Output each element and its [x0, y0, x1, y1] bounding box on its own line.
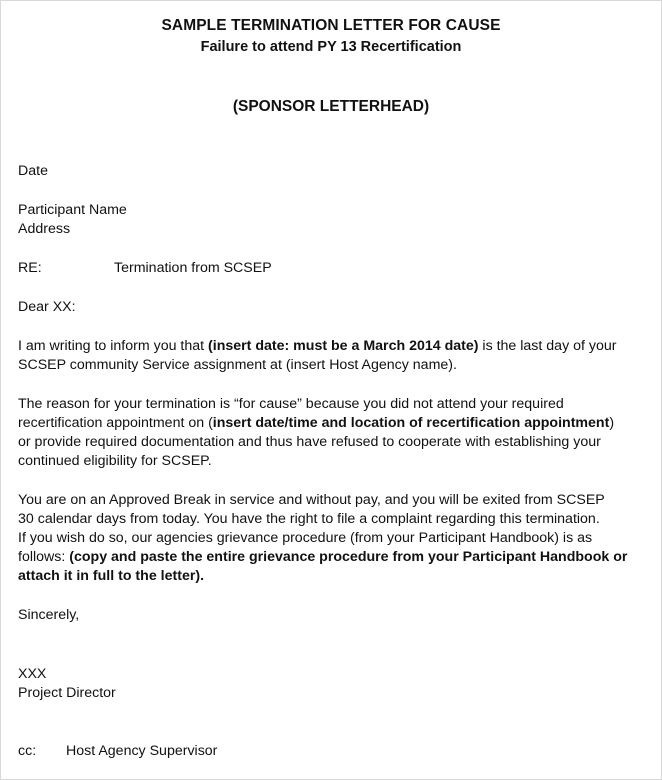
p1-text-c: is the last day of your — [478, 338, 617, 354]
re-value: Termination from SCSEP — [114, 260, 272, 276]
p2-text-c: ) — [609, 415, 615, 431]
letter-subtitle: Failure to attend PY 13 Recertification — [200, 39, 462, 55]
signer-name: XXX — [18, 666, 47, 682]
p2-text-a: recertification appointment on ( — [18, 415, 213, 431]
p3-text-a: follows: — [18, 549, 70, 565]
paragraph-1-line-2: SCSEP community Service assignment at (insert Host Agency name). — [18, 357, 457, 373]
letter-title: SAMPLE TERMINATION LETTER FOR CAUSE — [161, 17, 501, 34]
p1-insert-date: (insert date: must be a March 2014 date) — [208, 338, 479, 354]
cc-label: cc: — [18, 743, 37, 759]
p3-insert-grievance: (copy and paste the entire grievance procedure from your Participant Handbook or — [69, 549, 628, 565]
salutation: Dear XX: — [18, 299, 76, 315]
participant-address: Address — [18, 221, 71, 237]
paragraph-2-line-2 — [18, 414, 614, 433]
letterhead-placeholder: (SPONSOR LETTERHEAD) — [232, 98, 430, 115]
closing: Sincerely, — [18, 607, 80, 623]
re-label: RE: — [18, 260, 42, 276]
paragraph-3-line-4 — [18, 548, 627, 567]
re-line — [18, 259, 272, 278]
paragraph-3-line-5: attach it in full to the letter). — [18, 568, 205, 584]
paragraph-1-line-1 — [18, 337, 616, 356]
signer-title: Project Director — [18, 685, 116, 701]
paragraph-3-line-1: You are on an Approved Break in service and without pay, and you will be exited from SCSEP — [18, 492, 605, 508]
p1-text-a: I am writing to inform you that — [18, 338, 209, 354]
participant-name: Participant Name — [18, 202, 127, 218]
cc-line — [18, 742, 218, 761]
paragraph-2-line-1: The reason for your termination is “for cause” because you did not attend your required — [18, 396, 564, 412]
paragraph-2-line-3: or provide required documentation and thus have refused to cooperate with establishing your — [18, 434, 601, 450]
date-line: Date — [18, 163, 48, 179]
paragraph-2-line-4: continued eligibility for SCSEP. — [18, 453, 212, 469]
paragraph-3-line-3: If you wish do so, our agencies grievance procedure (from your Participant Handbook) is as — [18, 530, 593, 546]
paragraph-3-line-2: 30 calendar days from today. You have the right to file a complaint regarding this termination. — [18, 511, 600, 527]
cc-value: Host Agency Supervisor — [66, 743, 218, 759]
p2-insert-appointment: insert date/time and location of recertification appointment — [212, 415, 610, 431]
